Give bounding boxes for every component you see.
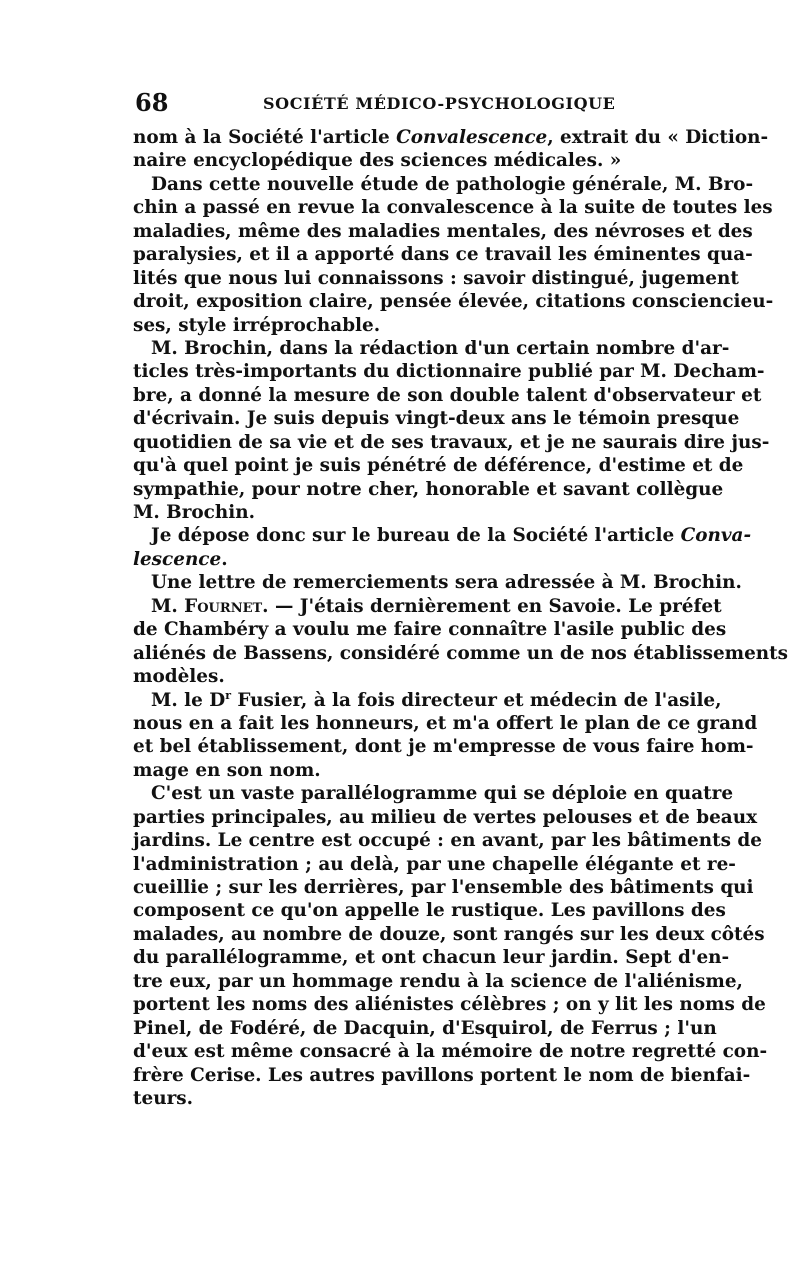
text-line: jardins. Le centre est occupé : en avant, par les bâtiments de — [133, 830, 762, 852]
text-line: qu'à quel point je suis pénétré de déférence, d'estime et de — [133, 455, 744, 477]
text-line: maladies, même des maladies mentales, des névroses et des — [133, 220, 753, 242]
text-line: bre, a donné la mesure de son double talent d'observateur et — [133, 384, 762, 406]
text-line: Dans cette nouvelle étude de pathologie générale, M. Bro- — [151, 173, 754, 195]
text-line: cueillie ; sur les derrières, par l'ensemble des bâtiments qui — [133, 877, 754, 898]
text-line: parties principales, au milieu de vertes pelouses et de beaux — [133, 806, 758, 828]
text-line: naire encyclopédique des sciences médicales. » — [133, 150, 622, 172]
text-line: lités que nous lui connaissons : savoir distingué, jugement — [133, 267, 739, 289]
text-line: nous en a fait les honneurs, et m'a offert le plan de ce grand — [133, 712, 758, 734]
text-line: teurs. — [133, 1087, 194, 1109]
text-line: d'eux est même consacré à la mémoire de notre regretté con- — [133, 1041, 768, 1063]
text-line: mage en son nom. — [133, 759, 321, 781]
text-line: et bel établissement, dont je m'empresse de vous faire hom- — [133, 736, 754, 758]
text-line: paralysies, et il a apporté dans ce travail les éminentes qua- — [133, 244, 753, 266]
text-line: nom à la Société l'article Convalescence, extrait du « Diction- — [133, 127, 769, 148]
text-line: Pinel, de Fodéré, de Dacquin, d'Esquirol, de Ferrus ; l'un — [133, 1017, 717, 1039]
text-line: malades, au nombre de douze, sont rangés sur les deux côtés — [133, 923, 765, 945]
text-line: C'est un vaste parallélogramme qui se déploie en quatre — [151, 783, 734, 805]
text-line: quotidien de sa vie et de ses travaux, et je ne saurais dire jus- — [133, 431, 770, 453]
text-line: de Chambéry a voulu me faire connaître l'asile public des — [133, 619, 727, 641]
running-title: SOCIÉTÉ MÉDICO-PSYCHOLOGIQUE — [263, 94, 616, 113]
text-line: ses, style irréprochable. — [133, 314, 381, 336]
text-line: frère Cerise. Les autres pavillons portent le nom de bienfai- — [133, 1064, 751, 1086]
text-line: d'écrivain. Je suis depuis vingt-deux ans le témoin presque — [133, 408, 740, 430]
running-head — [135, 88, 670, 118]
text-line: lescence. — [133, 548, 228, 570]
text-line: droit, exposition claire, pensée élevée, citations consciencieu- — [133, 291, 774, 313]
text-line: l'administration ; au delà, par une chapelle élégante et re- — [133, 853, 736, 875]
text-line: sympathie, pour notre cher, honorable et savant collègue — [133, 478, 724, 500]
text-line: chin a passé en revue la convalescence à la suite de toutes les — [133, 197, 773, 219]
text-line: Je dépose donc sur le bureau de la Société l'article Conva- — [151, 525, 752, 547]
text-line: M. Brochin. — [133, 502, 255, 523]
text-line: composent ce qu'on appelle le rustique. Les pavillons des — [133, 900, 726, 922]
text-line: tre eux, par un hommage rendu à la science de l'aliénisme, — [133, 970, 743, 992]
body-text — [133, 126, 789, 1110]
text-line: portent les noms des aliénistes célèbres ; on y lit les noms de — [133, 994, 766, 1016]
text-line: du parallélogramme, et ont chacun leur jardin. Sept d'en- — [133, 947, 730, 969]
text-line: modèles. — [133, 666, 225, 688]
text-line: M. Brochin, dans la rédaction d'un certain nombre d'ar- — [151, 337, 730, 359]
text-line: M. le $D^r$ Fusier, à la fois directeur et médecin de l'asile, — [151, 688, 722, 711]
text-line: ticles très-importants du dictionnaire publié par M. Decham- — [133, 361, 765, 383]
page-number: 68 — [135, 88, 169, 117]
text-line: aliénés de Bassens, considéré comme un de nos établissements — [133, 642, 789, 664]
text-line: Une lettre de remerciements sera adressée à M. Brochin. — [151, 572, 742, 594]
text-line: M. Fournet. — J'étais dernièrement en Savoie. Le préfet — [151, 595, 722, 617]
